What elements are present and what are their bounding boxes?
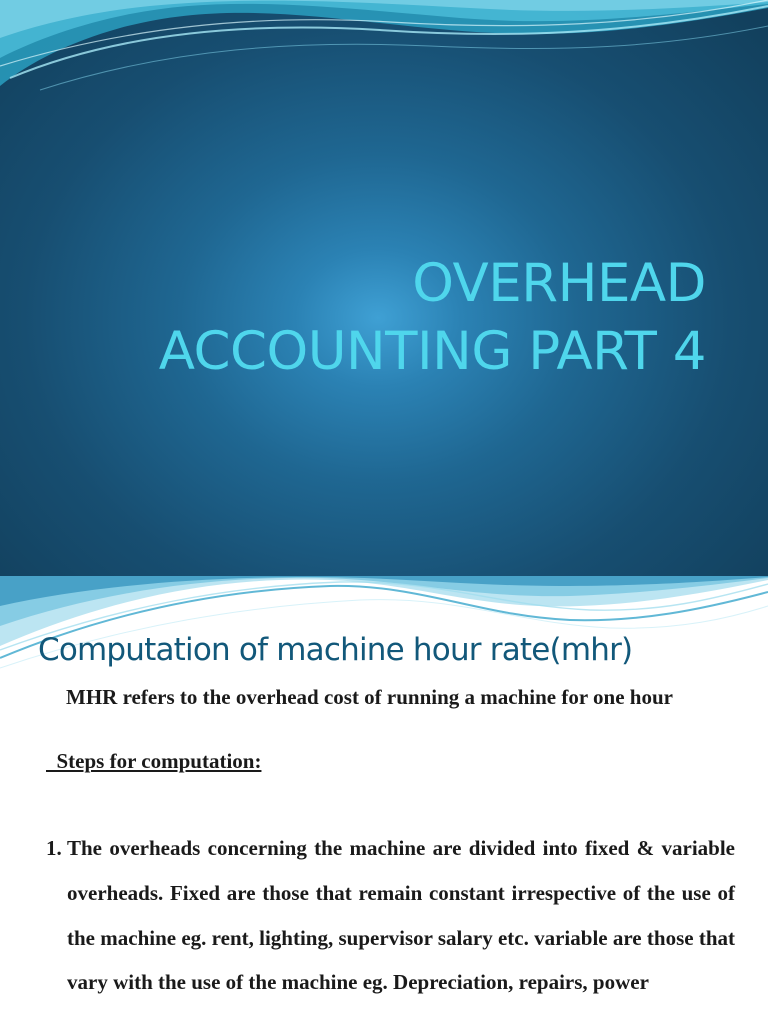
list-item — [46, 826, 735, 1005]
intro-text: MHR refers to the overhead cost of running a machine for one hour — [66, 685, 673, 709]
slide-title-line-2: ACCOUNTING PART 4 — [158, 321, 706, 382]
slide-title-line-1: OVERHEAD — [412, 253, 706, 314]
content-slide — [0, 576, 768, 1024]
steps-heading: Steps for computation: — [46, 749, 262, 773]
slide-heading: Computation of machine hour rate(mhr) — [38, 632, 633, 668]
slide-title — [159, 250, 706, 386]
list-item-number: 1. — [46, 836, 62, 860]
list-item-text: The overheads concerning the machine are divided into fixed & variable overheads. Fixed are those that remain constant irrespective of the use of the machine eg. rent, lighting, supervisor salary etc. variable are those that vary with the use of the machine eg. Depreciation, repairs, power — [67, 836, 735, 995]
